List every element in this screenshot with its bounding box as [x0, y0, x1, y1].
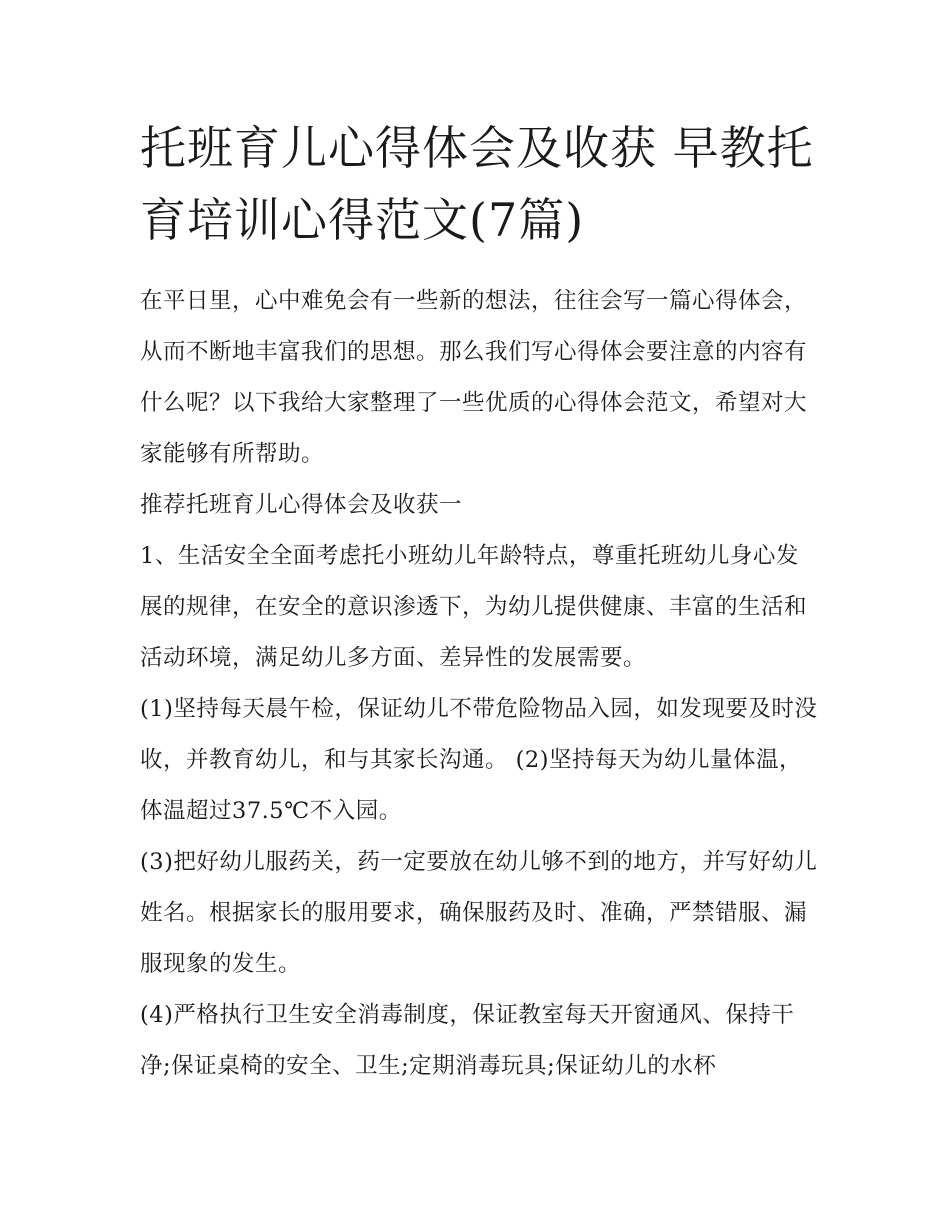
document-title: 托班育儿心得体会及收获 早教托育培训心得范文(7篇): [140, 121, 814, 247]
body-paragraph: (4)严格执行卫生安全消毒制度，保证教室每天开窗通风、保持干净;保证桌椅的安全、卫生;定期消毒玩具;保证幼儿的水杯: [140, 1002, 795, 1079]
body-paragraph: 1、生活安全全面考虑托小班幼儿年龄特点，尊重托班幼儿身心发展的规律，在安全的意识渗透下，为幼儿提供健康、丰富的生活和活动环境，满足幼儿多方面、差异性的发展需要。: [140, 543, 808, 671]
intro-paragraph: 在平日里，心中难免会有一些新的想法，往往会写一篇心得体会，从而不断地丰富我们的思想。那么我们写心得体会要注意的内容有什么呢？以下我给大家整理了一些优质的心得体会范文，希望对大家能够有所帮助。: [140, 288, 808, 467]
body-paragraph: (3)把好幼儿服药关，药一定要放在幼儿够不到的地方，并写好幼儿姓名。根据家长的服用要求，确保服药及时、准确，严禁错服、漏服现象的发生。: [140, 849, 818, 977]
section-heading: 推荐托班育儿心得体会及收获一: [140, 492, 463, 518]
body-paragraph: (1)坚持每天晨午检，保证幼儿不带危险物品入园，如发现要及时没收，并教育幼儿，和与其家长沟通。 (2)坚持每天为幼儿量体温，体温超过37.5℃不入园。: [140, 696, 818, 824]
document-body: [140, 276, 820, 1092]
